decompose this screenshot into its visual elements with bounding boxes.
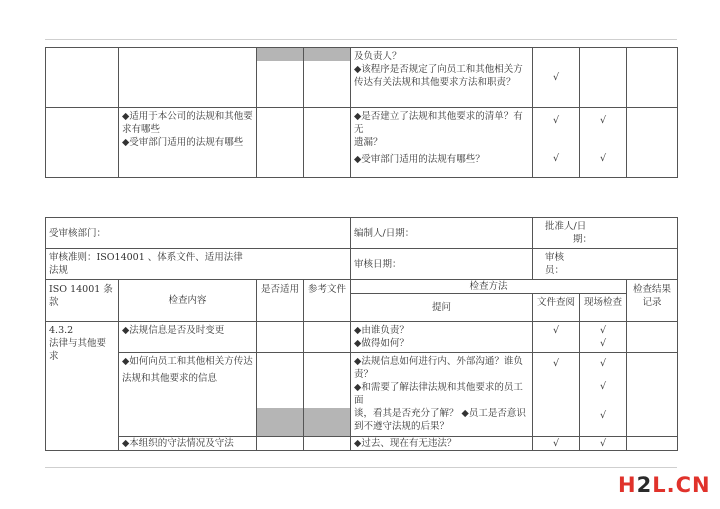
question: ◆是否建立了法规和其他要求的清单？有无 [354,111,523,135]
checklist-table-top [45,47,678,178]
col-doc-check: 文件查阅 [533,294,580,322]
check-mark: √ [600,338,607,349]
question: ◆和需要了解法律法规和其他要求的员工面 [354,382,523,406]
check-mark: √ [600,381,607,392]
watermark-logo [618,473,710,503]
criteria-label: 法规 [49,265,69,276]
col-clause: ISO 14001 条款 [46,280,119,322]
audited-dept-label: 受审核部门： [46,218,351,249]
question: ◆法规信息如何进行内、外部沟通？谁负责？ [354,356,523,380]
check-content: ◆如何向员工和其他相关方传达 [122,356,253,367]
check-mark: √ [553,325,560,336]
header-row [46,249,678,280]
top-rule [45,39,677,40]
question: 及负责人？ [354,51,402,62]
auditor-label: 审核 [545,252,565,263]
table-row [46,322,678,353]
col-site-check: 现场检查 [580,294,627,322]
check-content: 法规和其他要求的信息 [122,373,218,384]
check-content: 求有哪些 [122,124,161,135]
check-mark: √ [553,358,560,369]
table-row [46,48,678,108]
clause-title: 法律与其他要 [49,338,107,349]
col-question: 提问 [351,294,533,322]
bottom-rule [45,467,677,468]
check-content: ◆本组织的守法情况及守法 [119,437,257,451]
col-applicable: 是否适用 [257,280,304,322]
check-mark: √ [599,115,607,126]
check-content: ◆法规信息是否及时变更 [119,322,257,353]
criteria-label: 审核准则：ISO14001 、体系文件、适用法律 [49,252,243,263]
check-mark: √ [552,115,560,126]
clause-title: 求 [49,351,59,362]
approved-by-label: 期： [573,234,593,245]
col-content: 检查内容 [119,280,257,322]
table-row [46,108,678,178]
check-mark: √ [600,325,607,336]
check-content: ◆适用于本公司的法规和其他要 [122,111,253,122]
logo-letter: L [652,473,667,497]
question: 谈，看其是否充分了解？ ◆员工是否意识到不遵守法规的后果？ [354,408,526,432]
col-method: 检查方法 [351,280,627,294]
auditor-label: 员： [545,265,565,276]
question: ◆做得如何？ [354,338,409,349]
check-mark: √ [553,438,560,449]
check-content: ◆受审部门适用的法规有哪些 [122,137,244,148]
column-header-row [46,280,678,294]
question: ◆由谁负责？ [354,325,409,336]
question: ◆过去、现在有无违法？ [351,437,533,451]
logo-suffix: .CN [666,473,711,497]
col-result: 检查结果记录 [627,280,678,322]
table-row [46,353,678,437]
question: ◆该程序是否规定了向员工和其他相关方传达有关法规和其他要求方法和职责？ [354,64,523,88]
table-row [46,437,678,451]
check-mark: √ [599,153,607,164]
question: ◆受审部门适用的法规有哪些？ [354,154,485,165]
question: 遗漏？ [354,137,383,148]
col-reference: 参考文件 [304,280,351,322]
logo-letter: H [618,473,637,497]
check-mark: √ [552,153,560,164]
approved-by-label: 批准人/日 [545,221,587,232]
clause-number: 4.3.2 [49,325,74,336]
check-mark: √ [600,410,607,421]
logo-letter: 2 [636,473,653,497]
check-mark: √ [600,358,607,369]
prepared-by-label: 编制人/日期： [351,218,533,249]
check-mark: √ [600,438,607,449]
check-mark: √ [552,72,560,83]
header-row [46,218,678,249]
audit-date-label: 审核日期： [351,249,533,280]
checklist-table-main [45,217,678,451]
